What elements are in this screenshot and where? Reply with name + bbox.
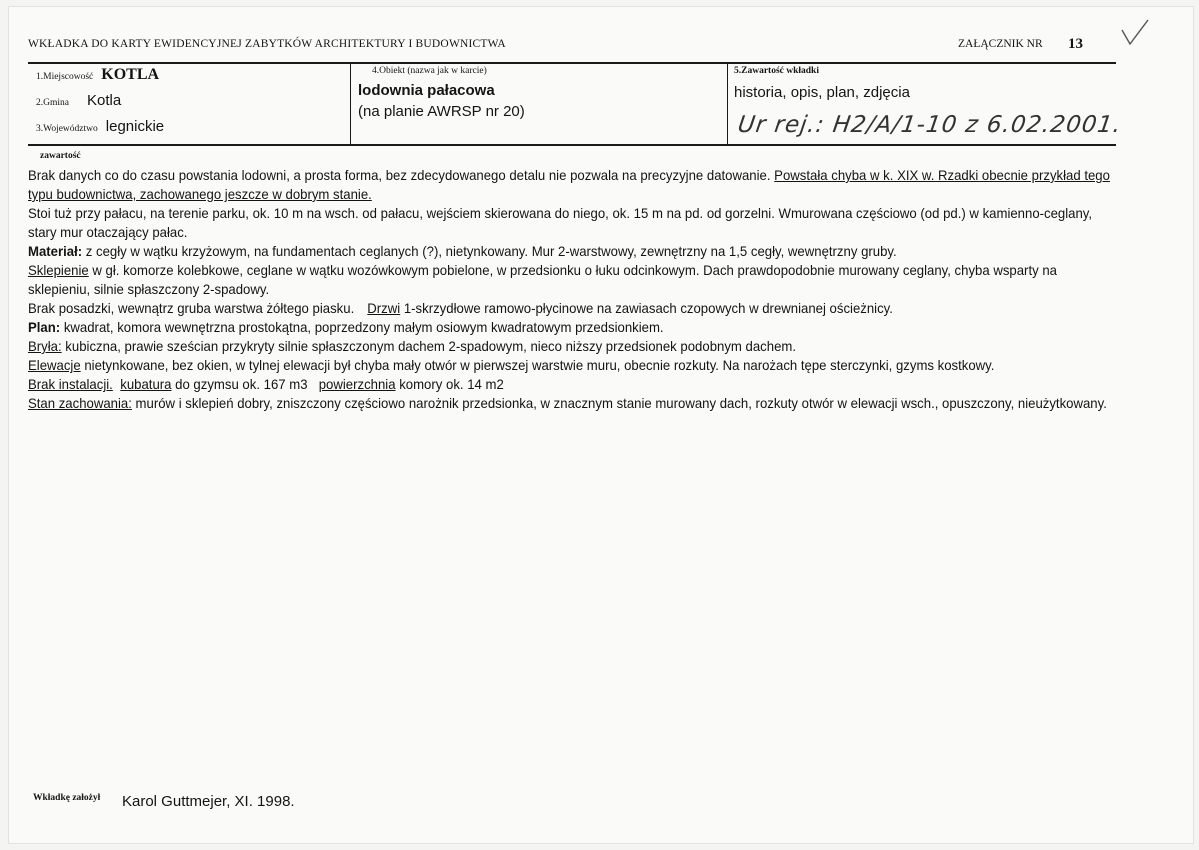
history-text: Brak danych co do czasu powstania lodowni, a prosta forma, bez zdecydowanego detalu nie pozwala na precyzyjne datowanie.: [28, 167, 771, 183]
commune-field: [36, 92, 121, 110]
paragraph-condition: [28, 394, 1118, 413]
material-label: Materiał:: [28, 243, 83, 259]
header-rule-top: [28, 62, 1116, 64]
contents-label: 5.Zawartość wkładki: [734, 66, 819, 76]
plan-label: Plan:: [28, 319, 61, 335]
paragraph-floor-door: [28, 299, 1118, 318]
object-name: lodownia pałacowa: [358, 82, 495, 99]
object-label: 4.Obiekt (nazwa jak w karcie): [372, 66, 487, 76]
condition-text: murów i sklepień dobry, zniszczony częściowo narożnik przedsionka, w znacznym stanie murowany dach, rozkuty otwór w elewacji wsch., opuszczony, nieużytkowany.: [131, 395, 1107, 411]
column-divider-2: [727, 63, 728, 145]
elevations-text: nietynkowane, bez okien, w tylnej elewacji był chyba mały otwór w pierwszej warstwie muru, obecnie rozkuty. Na narożach tępe sterczynki, gzyms kostkowy.: [80, 357, 995, 373]
paragraph-elevations: [28, 356, 1118, 375]
voivodeship-field: [36, 118, 164, 136]
paragraph-material: [28, 242, 1118, 261]
description-body: [28, 166, 1118, 413]
section-label: zawartość: [40, 151, 81, 161]
vault-text: w gł. komorze kolebkowe, ceglane w wątku wozówkowym pobielone, w przedsionku o łuku odcinkowym. Dach prawdopodobnie murowany ceglany, chyba wsparty na sklepieniu, silnie spłaszczony 2-spadowy.: [28, 262, 1057, 297]
form-text: kubiczna, prawie sześcian przykryty silnie spłaszczonym dachem 2-spadowym, nieco niższy przedsionek podobnym dachem.: [61, 338, 797, 354]
object-note: (na planie AWRSP nr 20): [358, 103, 525, 120]
handwritten-registry-note: Ur rej.: H2/A/1-10 z 6.02.2001.: [736, 112, 1124, 138]
volume-text: do gzymsu ok. 167 m3: [171, 376, 308, 392]
header-rule-bottom: [28, 144, 1116, 146]
material-text: z cegły w wątku krzyżowym, na fundamentach ceglanych (?), nietynkowany. Mur 2-warstwowy, zewnętrzny na 1,5 cegły, wewnętrzny gruby.: [82, 243, 897, 259]
column-divider-1: [350, 63, 351, 145]
elevations-label: Elewacje: [28, 357, 81, 373]
floor-text: Brak posadzki, wewnątrz gruba warstwa żółtego piasku.: [28, 300, 355, 316]
area-label: powierzchnia: [318, 376, 396, 392]
door-text: 1-skrzydłowe ramowo-płycinowe na zawiasach czopowych w drewnianej ościeżnicy.: [400, 300, 893, 316]
commune-value: Kotla: [86, 92, 122, 109]
paragraph-measurements: [28, 375, 1118, 394]
annex-label: ZAŁĄCZNIK NR: [958, 38, 1043, 50]
document-title: WKŁADKA DO KARTY EWIDENCYJNEJ ZABYTKÓW ARCHITEKTURY I BUDOWNICTWA: [28, 38, 506, 50]
author-value: Karol Guttmejer, XI. 1998.: [122, 793, 295, 810]
volume-label: kubatura: [120, 376, 172, 392]
contents-value: historia, opis, plan, zdjęcia: [734, 84, 910, 101]
paragraph-plan: [28, 318, 1118, 337]
voivodeship-value: legnickie: [105, 118, 165, 135]
locality-label: 1.Miejscowość: [36, 72, 94, 82]
author-label: Wkładkę założył: [33, 793, 101, 803]
location-text: Stoi tuż przy pałacu, na terenie parku, ok. 10 m na wsch. od pałacu, wejściem skierowana do niego, ok. 15 m na pd. od gorzelni. Wmurowana częściowo (od pd.) w kamienno-ceglany, stary mur otaczający pałac.: [28, 205, 1093, 240]
locality-field: [36, 66, 159, 84]
commune-label: 2.Gmina: [36, 98, 69, 108]
checkmark-icon: [1118, 18, 1150, 48]
area-text: komory ok. 14 m2: [395, 376, 504, 392]
paragraph-vault: [28, 261, 1118, 299]
form-label: Bryła:: [28, 338, 62, 354]
annex-number: 13: [1068, 36, 1083, 52]
vault-label: Sklepienie: [28, 262, 89, 278]
history-dating: Powstała chyba w k. XIX w. Rzadki obecnie przykład tego typu budownictwa, zachowanego jeszcze w dobrym stanie.: [28, 167, 1110, 202]
paragraph-location: [28, 204, 1118, 242]
door-label: Drzwi: [367, 300, 401, 316]
paragraph-history: [28, 166, 1118, 204]
voivodeship-label: 3.Województwo: [36, 124, 98, 134]
locality-value: KOTLA: [101, 66, 160, 83]
installations-label: Brak instalacji.: [28, 376, 113, 392]
plan-text: kwadrat, komora wewnętrzna prostokątna, poprzedzony małym osiowym kwadratowym przedsionkiem.: [60, 319, 664, 335]
paragraph-form: [28, 337, 1118, 356]
condition-label: Stan zachowania:: [28, 395, 132, 411]
